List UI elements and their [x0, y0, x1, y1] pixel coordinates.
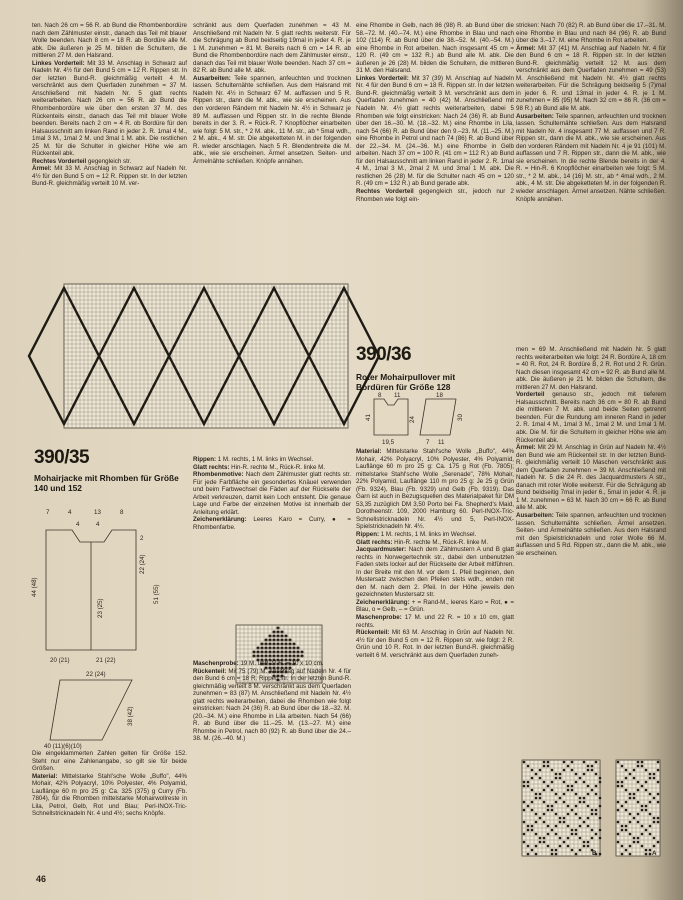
sch36-bottom-3: 11	[438, 439, 445, 446]
paragraph	[32, 750, 187, 773]
sch35-mid-2: 4	[96, 521, 100, 528]
text-column-4	[516, 22, 666, 282]
paragraph-text: Hin-R. rechte M., Rück-R. linke M.	[229, 463, 326, 471]
paragraph-text: genauso str., jedoch mit tieferem Halsausschnitt. Bereits nach 36 cm = 80 R. ab Bund die mittleren 7 M. abk. und beide Seiten getrennt beenden. Für die Rundung am inneren Rand in jeder 2. R. 1mal 4 M., 1mal 3 M., 1mal 2 M. und 1mal 1 M. abk. Die M. für die Schultern in gleicher Höhe wie am Rückenteil abk.	[516, 391, 666, 444]
paragraph-text: Mit 33 M. Anschlag in Schwarz auf Nadeln Nr. 4½ für den Bund 5 cm = 12 R. Rippen str. In der letzten Bund-R. gleichmäßig verteilt 4 M. verschränkt aus dem Querfaden zunehmen = 37 M. Anschließend mit Nadeln Nr. 5 glatt rechts weiterarbeiten. Nach 26 cm = 56 R. ab Bund die Rhombenbordüre wie über den ersten 37 M. des Rückenteils einstr., danach das Teil mit blauer Wolle beenden. Bereits nach 2 cm = 4 R. ob Bordüre für den Halsausschnitt am linken Rand in jeder 2. R. 1mal 4 M., 1mal 3 M., 1mal 2 M. und 3mal 1 M. abk. Die restlichen 25 M. für die Schulter in gleicher Höhe wie am Rückenteil abk.	[32, 59, 187, 158]
text-column-2	[193, 22, 351, 270]
paragraph	[193, 516, 351, 531]
paragraph-heading: Ärmel:	[516, 444, 536, 452]
sch35-top-3: 13	[94, 509, 101, 516]
paragraph-heading: Vorderteil	[516, 391, 545, 399]
paragraph	[193, 668, 351, 743]
paragraph	[356, 188, 514, 203]
text-column-8	[516, 346, 666, 596]
paragraph	[356, 546, 514, 599]
text-column-5	[193, 456, 351, 621]
paragraph-text: Teile spannen, anfeuchten und trocknen lassen. Schulternähte schließen. Aus dem Halsrand mit Nadeln Nr. 4½ in Schwarz 67 M. auffassen und 5 R. Rippen str., dann die M. abk., wie sie erscheinen. Aus den vorderen Rändern mit Nadeln Nr. 4½ in Schwarz je 89 M. auffassen und Rippen str. In die rechte Blende bereits in der 3. R. = Rück-R. 7 Knopflöcher einarbeiten wie folgt: 5 M. str., * 2 M. abk., 11 M. str., ab * 5mal wdh., 2 M. abk., 4 M. str. Die abgeketteten M. in der folgenden R. wieder anschlagen. Nach 5 R. Blendenbreite die M. abk., wie sie erscheinen. Ärmel ansetzen. Seiten- und Ärmelnähte schließen. Knöpfe annähen.	[193, 74, 351, 165]
paragraph	[32, 60, 187, 158]
pullover-schematic	[365, 392, 488, 446]
paragraph-heading: Jacquardmuster:	[356, 546, 407, 554]
paragraph-heading: Maschenprobe:	[193, 660, 239, 667]
chart-label: A	[652, 850, 657, 857]
paragraph-text: Mit 37 (39) M. Anschlag auf Nadeln Nr. 4 für den Bund 6 cm = 18 R. Rippen str. In der letzten Bund-R. gleichmäßig verteilt 3 M. verschränkt aus dem Querfaden zunehmen = 40 (42) M. Anschließend mit Nadeln Nr. 4½ glatt rechts weiterarbeiten, dabei 5 Rhomben wie folgt einstricken: Nach 24 (36) R. ab Bund über den 16.–30. M. (18.–32. M.) eine Rhombe in Lila, nach 54 (66) R. ab Bund über den 9.–23. M. (11.–25. M.) eine Rhombe in Petrol und nach 74 (86) R. ab Bund über der 22.–34. M. (24.–36. M.) eine Rhombe in Gelb arbeiten. Nach 37 cm = 100 R. (41 cm = 112 R.) ab Bund für den Halsausschnitt am linken Rand in jeder 2. R. 1mal 4 M., 1mal 3 M., 2mal 2 M. und 3mal 1 M. abk. Die restlichen 26 (28) M. für die Schulter nach 45 cm = 120 R. (49 cm = 132 R.) ab Bund gerade abk.	[356, 74, 514, 188]
paragraph-text: Mit 33 M. Anschlag in Schwarz auf Nadeln Nr. 4½ für den Bund 5 cm = 12 R. Rippen str. In der letzten Bund-R. gleichmäßig verteilt 10 M. ver-	[32, 165, 187, 188]
sch35-sleeve-side: 38 (42)	[127, 706, 134, 726]
paragraph-text: Mit 63 M. Anschlag in Grün auf Nadeln Nr. 4½ für den Bund 5 cm = 12 R. Rippen str. wie folgt: 2 R. Grün und 10 R. Rot. In der letzten Bund-R. gleichmäßig verteilt 6 M. verschränkt aus dem Querfaden zuneh-	[356, 629, 514, 659]
paragraph-text: stricken: Nach 70 (82) R. ab Bund über die 17.–31. M. eine Rhombe in Blau und nach 84 (96) R. ab Bund über die 3.–17. M. eine Rhombe in Rot arbeiten.	[516, 22, 666, 45]
paragraph-text: Leeres Karo = Curry, ● = Rhombenfarbe.	[193, 516, 351, 531]
paragraph-heading: Rippen:	[356, 531, 380, 539]
paragraph	[193, 456, 351, 464]
paragraph	[356, 448, 514, 531]
pattern-number: 390/36	[356, 344, 412, 365]
paragraph	[193, 22, 351, 75]
paragraph-text: Teile spannen, anfeuchten und trocknen lassen. Schulternähte schließen. Aus dem Halsrand mit Nadeln Nr. 4 insgesamt 77 M. auffassen und 7 R. Rippen str., dann die M. abk., wie sie erscheinen. Aus den vorderen Rändern mit Nadeln Nr. 4 je 91 (101) M. auffassen und 7 R. Rippen str., dann die M. abk., wie sie erscheinen. In die rechte Blende bereits in der 4. R. = Hin-R. 6 Knopflöcher einarbeiten wie folgt: 5 M. str., * 2 M. abk., 14 (16) M. str., ab * 4mal wdh., 2 M. abk., 4 M. str. Die abgeketteten M. in der folgenden R. wieder anschlagen. Ärmel ansetzen. Nähte schließen. Knöpfe annähen.	[516, 112, 666, 203]
sch36-top-2: 11	[394, 392, 401, 399]
paragraph-text: eine Rhombe in Gelb, nach 86 (98) R. ab Bund über die 58.–72. M. (40.–74. M.) eine Rhombe in Blau und nach 102 (114) R. ab Bund über die 38.–52. M. (40.–54. M.) eine Rhombe in Rot arbeiten. Nach insgesamt 45 cm = 120 R. (49 cm = 132 R.) ab Bund alle M. abk. Die äußeren je 26 (28) M. bilden die Schultern, die mittleren 31 M. den Halsrand.	[356, 22, 514, 75]
paragraph-text: schränkt aus dem Querfaden zunehmen = 43 M. Anschließend mit Nadeln Nr. 5 glatt rechts weiterstr. Für die Schrägung ab Bund beidseitig 19mal in jeder 4. R. je 1 M. zunehmen = 81 M. Bereits nach 6 cm = 14 R. ab Bund die Rhombenbordüre nach dem Zählmuster einstr., danach das Teil mit blauer Wolle beenden. Nach 37 cm = 82 R. ab Bund alle M. abk.	[193, 22, 351, 75]
paragraph-text: gegengleich str.	[86, 157, 132, 165]
pattern-heading-390-36	[356, 345, 516, 392]
paragraph-text: Mittelstarke Stahl'sche Wolle „Buffo", 44% Mohair, 42% Polyacryl, 10% Polyester, 4% Polyamid, Lauflänge 60 m pro 25 g: Ca. 175 g Rot (Fb. 7805); mittelstarke Stahl'sche Wolle „Serenade", 78% Mohair, 22% Polyamid, Lauflänge 110 m pro 25 g: Je 25 g Grün (Fb. 9324), Blau (Fb. 9329) und Gelb (Fb. 9319). Das Garn ist auch in Bezugsquellen des Materialpaket für DM 53,35 zuzüglich DM 3,50 Porto bei Fa. Shepherd's Maid, Dorotheenstr. 109, 2000 Hamburg 60. Perl-INOX-Tric-Schnellstricknadeln Nr. 4½ und 5, Perl-INOX-Spielstricknadeln Nr. 4½.	[356, 448, 514, 531]
paragraph	[32, 22, 187, 60]
paragraph-heading: Ärmel:	[516, 44, 536, 52]
text-column-1	[32, 22, 187, 270]
paragraph	[193, 75, 351, 166]
paragraph	[32, 158, 187, 166]
paragraph-heading: Linkes Vorderteil:	[32, 59, 85, 67]
sch35-sleeve-top: 22 (24)	[86, 671, 106, 678]
sch36-top-3: 18	[436, 392, 443, 399]
sch35-top-1: 7	[46, 509, 50, 516]
paragraph-heading: Linkes Vorderteil:	[356, 74, 409, 82]
paragraph	[32, 165, 187, 188]
paragraph-heading: Zeichenerklärung:	[356, 598, 410, 606]
paragraph-heading: Rechtes Vorderteil	[356, 188, 414, 196]
text-column-6	[193, 660, 351, 865]
paragraph-text: Die eingeklammerten Zahlen gelten für Größe 152. Steht nur eine Zahlenangabe, so gilt sie für beide Größen.	[32, 750, 187, 773]
sch36-left-height: 41	[365, 414, 372, 421]
sch35-mid-1: 4	[76, 521, 80, 528]
paragraph	[356, 531, 514, 539]
paragraph-heading: Glatt rechts:	[356, 538, 393, 546]
paragraph	[193, 471, 351, 516]
paragraph-text: 1 M. rechts, 1 M. links im Wechsel.	[379, 531, 477, 539]
paragraph-heading: Maschenprobe:	[356, 614, 402, 622]
sch35-top-2: 4	[68, 509, 72, 516]
pattern-title: Mohairjacke mit Rhomben für Größe 140 und 152	[34, 473, 179, 493]
paragraph	[356, 75, 514, 188]
paragraph	[516, 113, 666, 204]
chart-label: B	[592, 850, 597, 857]
paragraph-text: ten. Nach 26 cm = 56 R. ab Bund die Rhombenbordüre nach dem Zählmuster einstr., danach das Teil mit blauer Wolle beenden. Nach 8 cm = 18 R. ab Bordüre alle M. abk. Die äußeren je 25 M. bilden die Schultern, die mittleren 27 M. den Halsrand.	[32, 22, 187, 60]
pattern-title: Roter Mohairpullover mit Bordüren für Größe 128	[356, 372, 456, 392]
paragraph-heading: Rückenteil:	[193, 667, 227, 675]
paragraph	[356, 22, 514, 75]
rhombus-knitting-chart	[64, 284, 348, 428]
sch36-mid-1: 24	[409, 416, 416, 423]
paragraph-text: + = Rand-M., leeres Karo = Rot, ● = Blau, o = Gelb, – = Grün.	[356, 598, 514, 614]
paragraph-heading: Material:	[356, 448, 382, 455]
jacquard-chart-a	[616, 760, 660, 860]
paragraph	[356, 614, 514, 629]
paragraph-text: men = 69 M. Anschließend mit Nadeln Nr. 5 glatt rechts weiterarbeiten wie folgt: 24 R. Bordüre A, 18 cm = 40 R. Rot, 24 R. Bordüre B, 2 R. Rot und 2 R. Grün. Nach diesen insgesamt 42 cm = 92 R. ab Bund alle M. abk. Die äußeren je 21 M. bilden die Schultern, die mittleren 27 M. den Halsrand.	[516, 346, 666, 391]
paragraph-text: Mit 75 (79) M. Anschlag auf Nadeln Nr. 4 für den Bund 6 cm = 18 R. Rippen str. In der letzten Bund-R. gleichmäßig verteilt 8 M. verschränkt aus dem Querfaden zunehmen = 83 (87) M. Anschließend mit Nadeln Nr. 4½ glatt rechts weiterarbeiten, dabei die Rhomben wie folgt einstricken: Nach 24 (36) R. ab Bund über die 18.–32. M. (20.–34. M.) eine Rhombe in Lila arbeiten. Nach 54 (66) R. ab Bund über die 11.–25. M. (13.–27. M.) eine Rhombe in Petrol, nach 80 (92) R. ab Bund über die 24.–38. M. (26.–40. M.)	[193, 667, 351, 743]
paragraph-heading: Ausarbeiten:	[516, 112, 554, 120]
paragraph	[356, 629, 514, 659]
sch36-bottom-1: 19,5	[382, 439, 395, 446]
text-column-9	[32, 750, 187, 860]
paragraph-text: Nach dem Zählmustern A und B glatt rechts in Norwegertechnik str., dabei den unbenutzten Faden stets locker auf der Rückseite der Arbeit mitführen. In der Breite mit den M. vor dem 1. Pfeil beginnen, den Mustersatz zwischen den Pfeilen stets wdh., enden mit den M. nach dem 2. Pfeil. In der Höhe jeweils den gezeichneten Mustersatz str.	[356, 546, 514, 599]
sch36-mid-2: 30	[457, 414, 464, 421]
paragraph	[193, 660, 351, 668]
sch36-top-1: 8	[378, 392, 382, 399]
paragraph-text: 1 M. rechts, 1 M. links im Wechsel.	[216, 456, 314, 463]
paragraph	[516, 512, 666, 557]
text-column-3	[356, 22, 514, 296]
paragraph-heading: Glatt rechts:	[193, 463, 230, 471]
paragraph-heading: Rechtes Vorderteil	[32, 157, 87, 165]
sch35-top-4: 8	[120, 509, 124, 516]
paragraph-heading: Rhombenmotive:	[193, 471, 244, 479]
paragraph-heading: Rückenteil:	[356, 629, 390, 637]
paragraph-text: Hin-R. rechte M., Rück-R. linke M.	[392, 538, 489, 546]
jacquard-chart-b	[522, 760, 600, 860]
paragraph	[356, 539, 514, 547]
sch35-bottom-2: 21 (22)	[96, 657, 116, 664]
sch35-sleeve-bottom: 40 (11)(6)(10)	[44, 743, 82, 750]
paragraph	[516, 22, 666, 45]
text-column-7	[356, 448, 514, 866]
sch36-bottom-2: 7	[426, 439, 430, 446]
sch35-bottom-1: 20 (21)	[50, 657, 70, 664]
paragraph-text: Teile spannen, anfeuchten und trocknen lassen. Schulternähte schließen. Ärmel ansetzen. Seiten- und Ärmelnähte schließen. Aus dem Halsrand mit den Spielstricknadeln und roter Wolle 66 M. auffassen und 5 Rd. Rippen str., dann die M. abk., wie sie erscheinen.	[516, 512, 666, 557]
paragraph	[516, 346, 666, 391]
sch35-right-3: 51 (55)	[153, 584, 160, 604]
paragraph-heading: Zeichenerklärung:	[193, 516, 247, 524]
paragraph	[193, 464, 351, 472]
sch35-left-height: 44 (48)	[31, 577, 38, 597]
paragraph-text: 17 M. und 22 R. = 10 x 10 cm, glatt rechts.	[356, 614, 514, 629]
jacket-schematic	[31, 500, 188, 750]
paragraph-heading: Ausarbeiten:	[516, 512, 554, 520]
paragraph	[516, 391, 666, 444]
paragraph-text: 19 M. und 27 R. = 10 x 10 cm.	[238, 660, 324, 667]
paragraph	[32, 773, 187, 818]
pattern-number: 390/35	[34, 447, 90, 468]
sch35-mid-3: 2	[140, 535, 144, 542]
paragraph-text: Mittelstarke Stahl'sche Wolle „Buffo", 44% Mohair, 42% Polyacryl, 10% Polyester, 4% Polyamid, Lauflänge 60 m pro 25 g: Ca. 325 (375) g Curry (Fb. 7804), für die Rhomben mittelstarke Mohairwollreste in Lila, Petrol, Gelb, Rot und Blau; Perl-INOX-Tric-Schnellstricknadeln Nr. 4 und 4½; sechs Knöpfe.	[32, 772, 187, 818]
paragraph	[516, 45, 666, 113]
paragraph	[516, 444, 666, 512]
paragraph-text: Mit 37 (41) M. Anschlag auf Nadeln Nr. 4 für den Bund 6 cm = 18 R. Rippen str. In der letzten Bund-R. gleichmäßig verteilt 12 M. aus dem verschränkt aus dem Querfaden zunehmen = 49 (53) M. Anschließend mit Nadeln Nr. 4½ glatt rechts weiterarbeiten. Für die Schrägung beidseitig 5 (7)mal in jeder 6. R. und 13mal in jeder 4. R. je 1 M. zunehmen = 85 (95) M. Nach 32 cm = 86 R. (36 cm = 98 R.) ab Bund alle M. abk.	[516, 44, 666, 113]
paragraph-text: Mit 29 M. Anschlag in Grün auf Nadeln Nr. 4½ den Bund wie am Rückenteil str. In der letzten Bund-R. gleichmäßig verteilt 10 Maschen verschränkt aus dem Querfaden zunehmen = 39 M. Anschließend mit Nadeln Nr. 5 die 24 R. des Jacquardmusters A str., danach mit roter Wolle weiterstr. Für die Schrägung ab Bund beidseitig 7mal in jeder 6., 5mal in jeder 4. R. je 1 M. zunehmen = 63 M. Nach 30 cm = 66 R. ab Bund alle M. abk.	[516, 444, 666, 512]
paragraph-heading: Ärmel:	[32, 165, 52, 173]
pattern-heading-390-35	[34, 448, 194, 493]
page-number: 46	[36, 874, 47, 884]
paragraph-heading: Ausarbeiten:	[193, 74, 231, 82]
paragraph-text: Nach dem Zählmuster glatt rechts str. Für jede Farbfläche ein gesondertes Knäuel verwenden und beim Farbwechsel die Fäden auf der Rückseite der Arbeit verkreuzen, damit kein Loch entsteht. Die genaue Lage und Farbe der einzelnen Motive ist innerhalb der Anleitung erklärt.	[193, 471, 351, 516]
paragraph-text: gegengleich str., jedoch nur 2 Rhomben wie folgt ein-	[356, 188, 515, 203]
sch35-right-2: 23 (25)	[97, 598, 104, 618]
paragraph	[356, 599, 514, 614]
sch35-right-1: 22 (24)	[139, 554, 146, 574]
paragraph-heading: Material:	[32, 772, 58, 780]
paragraph-heading: Rippen:	[193, 456, 217, 463]
